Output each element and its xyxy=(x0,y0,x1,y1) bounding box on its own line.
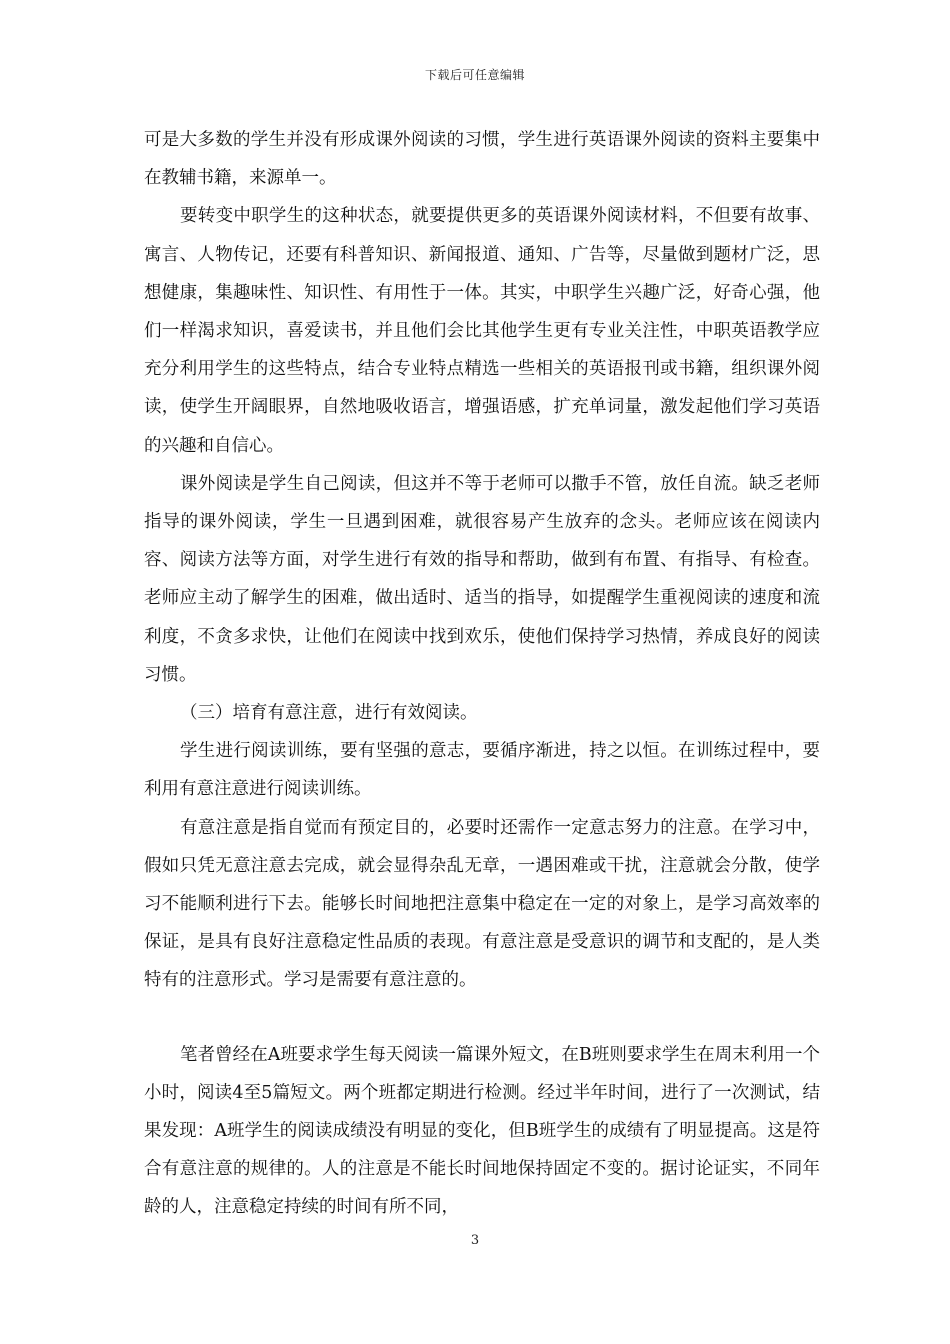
page-number: 3 xyxy=(470,1233,480,1248)
paragraph-class-experiment: 笔者曾经在A班要求学生每天阅读一篇课外短文，在B班则要求学生在周末利用一个小时，阅读4至5篇短文。两个班都定期进行检测。经过半年时间，进行了一次测试，结果发现：A班学生的阅读成绩没有明显的变化，但B班学生的成绩有了明显提高。这是符合有意注意的规律的。人的注意是不能长时间地保持固定不变的。据讨论证实，不同年龄的人，注意稳定持续的时间有所不同， xyxy=(144,1044,820,1218)
paragraph-teacher-guidance: 课外阅读是学生自己阅读，但这并不等于老师可以撒手不管，放任自流。缺乏老师指导的课外阅读，学生一旦遇到困难，就很容易产生放弃的念头。老师应该在阅读内容、阅读方法等方面，对学生进行有效的指导和帮助，做到有布置、有指导、有检查。老师应主动了解学生的困难，做出适时、适当的指导，如提醒学生重视阅读的速度和流利度，不贪多求快，让他们在阅读中找到欢乐，使他们保持学习热情，养成良好的阅读习惯。 xyxy=(144,473,820,685)
paragraph-reading-materials: 要转变中职学生的这种状态，就要提供更多的英语课外阅读材料，不但要有故事、寓言、人物传记，还要有科普知识、新闻报道、通知、广告等，尽量做到题材广泛，思想健康，集趣味性、知识性、有用性于一体。其实，中职学生兴趣广泛，好奇心强，他们一样渴求知识，喜爱读书，并且他们会比其他学生更有专业关注性，中职英语教学应充分利用学生的这些特点，结合专业特点精选一些相关的英语报刊或书籍，组织课外阅读，使学生开阔眼界，自然地吸收语言，增强语感，扩充单词量，激发起他们学习英语的兴趣和自信心。 xyxy=(144,206,820,456)
paragraph-continuation: 可是大多数的学生并没有形成课外阅读的习惯，学生进行英语课外阅读的资料主要集中在教辅书籍，来源单一。 xyxy=(144,130,820,189)
page-header: 下载后可任意编辑 xyxy=(424,68,525,82)
paragraph-reading-training: 学生进行阅读训练，要有坚强的意志，要循序渐进，持之以恒。在训练过程中，要利用有意注意进行阅读训练。 xyxy=(144,741,820,800)
document-body xyxy=(144,121,820,1227)
paragraph-intentional-attention: 有意注意是指自觉而有预定目的，必要时还需作一定意志努力的注意。在学习中，假如只凭无意注意去完成，就会显得杂乱无章，一遇困难或干扰，注意就会分散，使学习不能顺利进行下去。能够长时间地把注意集中稳定在一定的对象上，是学习高效率的保证，是具有良好注意稳定性品质的表现。有意注意是受意识的调节和支配的，是人类特有的注意形式。学习是需要有意注意的。 xyxy=(144,817,820,991)
section-heading: （三）培育有意注意，进行有效阅读。 xyxy=(180,703,478,724)
